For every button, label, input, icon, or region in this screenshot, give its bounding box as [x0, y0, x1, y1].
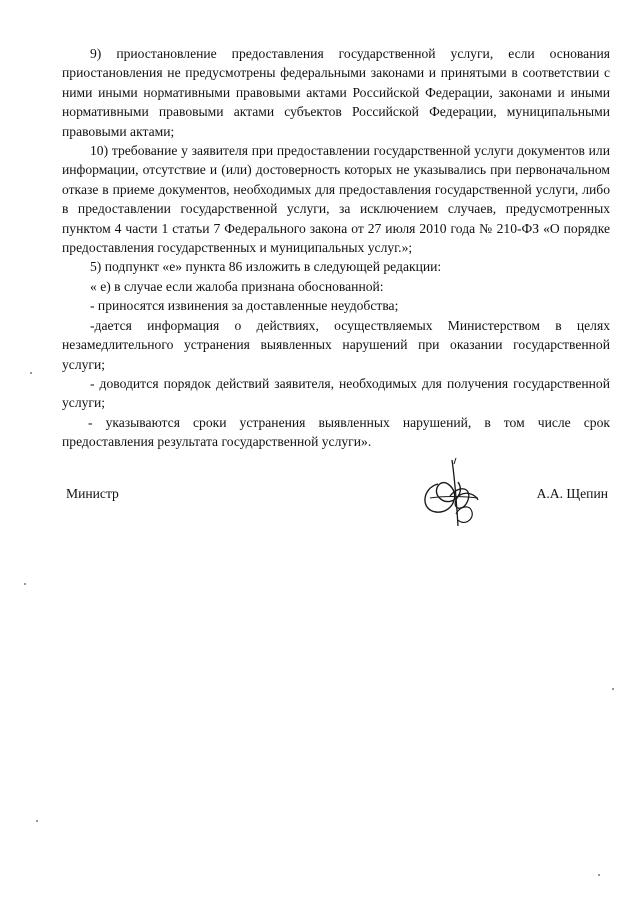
signatory-role: Министр	[66, 486, 119, 501]
paragraph-subpoint-5: 5) подпункт «е» пункта 86 изложить в следующей редакции:	[90, 259, 442, 275]
document-body	[62, 44, 610, 452]
handwritten-signature-icon	[412, 454, 502, 532]
paragraph-dash-procedure: - доводится порядок действий заявителя, необходимых для получения государственной услуги;	[62, 375, 610, 411]
scan-speck	[36, 820, 38, 822]
paragraph-subpoint-e: « е) в случае если жалоба признана обоснованной:	[90, 278, 384, 294]
signature-block	[62, 454, 610, 534]
scan-speck	[30, 372, 32, 374]
paragraph-dash-apology: - приносятся извинения за доставленные неудобства;	[90, 298, 399, 314]
scan-speck	[612, 688, 614, 690]
scan-speck	[24, 583, 26, 585]
paragraph-item-9: 9) приостановление предоставления государственной услуги, если основания приостановления не предусмотрены федеральными законами и принятыми в соответствии с ними иными нормативными правовыми актами Российской Федерации, законами и иными нормативными правовыми актами субъектов Российской Федерации, муниципальными правовыми актами;	[62, 46, 610, 139]
paragraph-dash-deadlines: - указываются сроки устранения выявленных нарушений, в том числе срок предоставления результата государственной услуги».	[62, 414, 610, 450]
scan-speck	[598, 874, 600, 876]
paragraph-dash-information: -дается информация о действиях, осуществляемых Министерством в целях незамедлительного устранения выявленных нарушений при оказании государственной услуги;	[62, 317, 610, 372]
signatory-name: А.А. Щепин	[536, 486, 608, 501]
paragraph-item-10: 10) требование у заявителя при предоставлении государственной услуги документов или информации, отсутствие и (или) достоверность которых не указывались при первоначальном отказе в приеме документов, необходимых для предоставления государственной услуги, либо в предоставлении государственной услуги, за исключением случаев, предусмотренных пунктом 4 части 1 статьи 7 Федерального закона от 27 июля 2010 года № 210-ФЗ «О порядке предоставления государственных и муниципальных услуг.»;	[62, 143, 610, 256]
